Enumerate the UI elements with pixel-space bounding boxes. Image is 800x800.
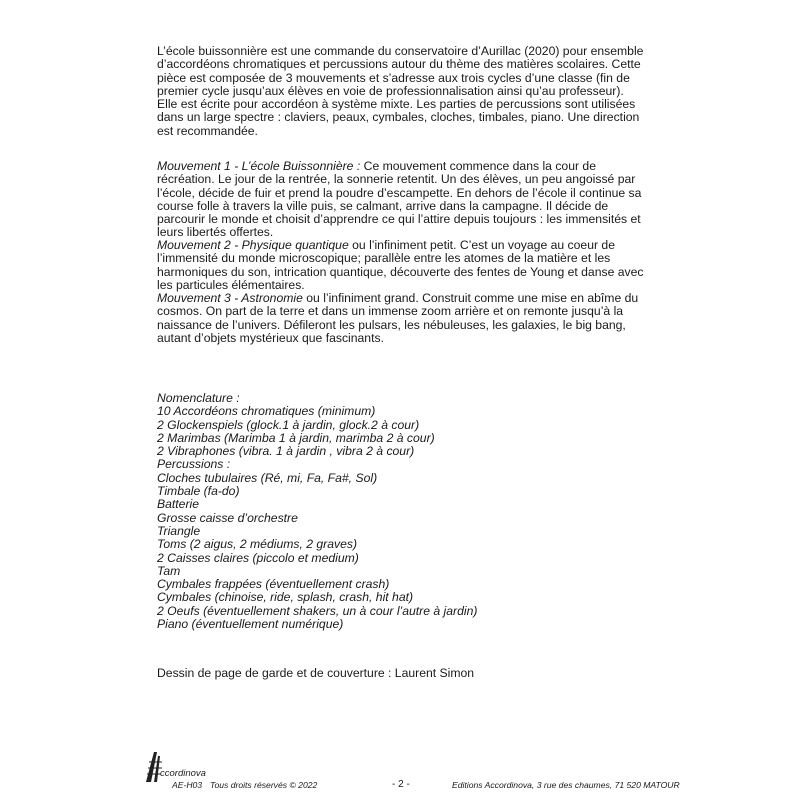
list-item: Timbale (fa-do) — [157, 484, 240, 499]
list-item: Cymbales frappées (éventuellement crash) — [157, 577, 390, 592]
movement-1-title: Mouvement 1 - L’école Buissonnière : — [157, 159, 361, 173]
movement-3-title: Mouvement 3 - Astronomie — [157, 291, 303, 305]
movement-2-title: Mouvement 2 - Physique quantique — [157, 238, 349, 252]
list-item: 2 Caisses claires (piccolo et medium) — [157, 550, 359, 565]
list-item: Cloches tubulaires (Ré, mi, Fa, Fa#, Sol) — [157, 470, 378, 485]
list-item: Piano (éventuellement numérique) — [157, 617, 344, 632]
list-item: Batterie — [157, 497, 200, 512]
intro-paragraph: L’école buissonnière est une commande du conservatoire d’Aurillac (2020) pour ensemble d’accordéons chromatiques et percussions autour du thème des matières scolaires. Cette pièce est composée de 3 mouvements et s’adresse aux trois cycles d’une classe (fin de premier cycle jusqu’aux élèves en voie de professionnalisation ainsi qu’au professeur). Elle est écrite pour accordéon à système mixte. Les parties de percussions sont utilisées dans un large spectre : claviers, peaux, cymbales, cloches, timbales, piano. Une direction est recommandée. — [157, 44, 644, 138]
list-item: 2 Marimbas (Marimba 1 à jardin, marimba 2 à cour) — [157, 430, 435, 445]
movement-3-text: ou l’infiniment grand. Construit comme une mise en abîme du cosmos. On part de la terre et dans un immense zoom arrière et on remonte jusqu’à la naissance de l’univers. Défileront les pulsars, les nébuleuses, les galaxies, le big bang, autant d’objets mystérieux que fascinants. — [157, 291, 639, 345]
percussions-heading: Percussions : — [157, 457, 231, 472]
movement-1-text: Ce mouvement commence dans la cour de récréation. Le jour de la rentrée, la sonnerie retentit. Un des élèves, un peu angoissé par l’école, décide de fuir et prend la poudre d’escampette. En dehors de l’école il continue sa course folle à travers la ville puis, se calmant, arrive dans la campagne. Il décide de parcourir le monde et choisit d’apprendre ce qui l’attire depuis toujours : les immensités et leurs libertés offertes. — [157, 159, 642, 240]
cover-credit: Dessin de page de garde et de couverture : Laurent Simon — [157, 666, 475, 680]
footer-code: AE-H03 — [172, 780, 203, 790]
movement-2-text: ou l’infiniment petit. C’est un voyage au coeur de l’immensité du monde microscopique; parallèle entre les atomes de la matière et les harmoniques du son, intrication quantique, découverte des fentes de Young et danse avec les particules élémentaires. — [157, 238, 644, 292]
list-item: 10 Accordéons chromatiques (minimum) — [157, 404, 376, 419]
movement-3-paragraph — [157, 292, 647, 345]
nomenclature-heading: Nomenclature : — [157, 391, 240, 405]
movement-1-paragraph — [157, 160, 647, 240]
list-item: 2 Vibraphones (vibra. 1 à jardin , vibra 2 à cour) — [157, 444, 415, 459]
nomenclature-list — [157, 392, 647, 631]
logo-text: ccordinova — [160, 768, 206, 779]
page-number: - 2 - — [392, 779, 410, 790]
list-item: Cymbales (chinoise, ride, splash, crash, hit hat) — [157, 590, 414, 605]
movement-2-paragraph — [157, 239, 647, 292]
list-item: 2 Glockenspiels (glock.1 à jardin, glock.2 à cour) — [157, 417, 420, 432]
footer-publisher: Editions Accordinova, 3 rue des chaumes, 71 520 MATOUR — [452, 780, 680, 790]
accordinova-logo — [140, 748, 220, 784]
list-item: 2 Oeufs (éventuellement shakers, un à cour l’autre à jardin) — [157, 603, 478, 618]
footer-rights: Tous droits réservés © 2022 — [210, 780, 318, 790]
list-item: Triangle — [157, 523, 201, 538]
list-item: Grosse caisse d’orchestre — [157, 510, 298, 525]
list-item: Toms (2 aigus, 2 médiums, 2 graves) — [157, 537, 358, 552]
list-item: Tam — [157, 563, 181, 578]
